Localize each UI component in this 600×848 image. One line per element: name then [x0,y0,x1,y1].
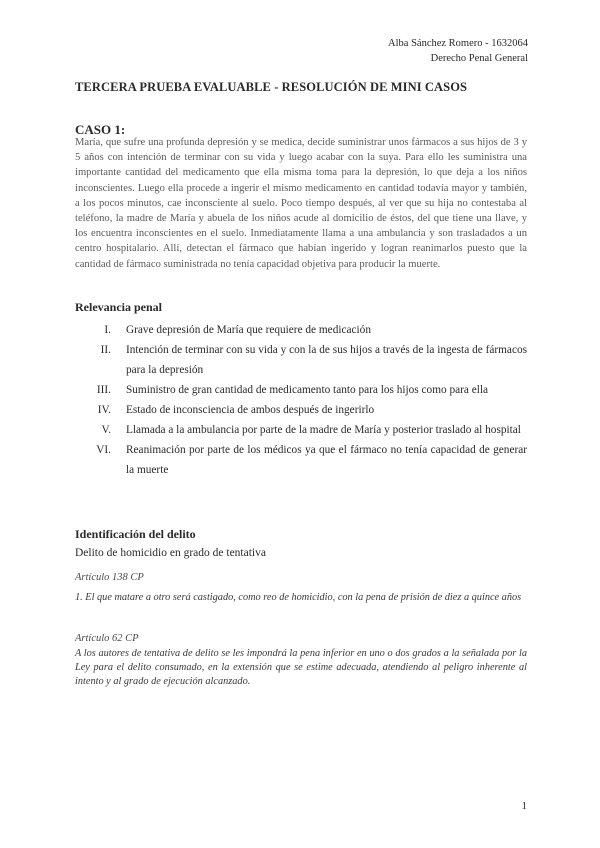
list-item-text: Estado de inconsciencia de ambos después de ingerirlo [126,404,375,416]
list-item-number: IV. [97,404,111,416]
article-62-title: Artículo 62 CP [75,633,139,644]
list-item-number: II. [100,344,111,356]
article-62-text: A los autores de tentativa de delito se les impondrá la pena inferior en uno o dos grados a la señalada por la Ley para el delito consumado, en la extensión que se estime adecuada, atendiendo al peligro inherente al intento y al grado de ejecución alcanzado. [75,648,527,687]
identification-heading: Identificación del delito [75,527,196,541]
document-title: TERCERA PRUEBA EVALUABLE - RESOLUCIÓN DE MINI CASOS [75,80,468,94]
list-item-number: I. [104,324,111,336]
relevance-heading: Relevancia penal [75,300,162,314]
list-item-number: III. [96,384,111,396]
page-number: 1 [521,800,527,812]
crime-name: Delito de homicidio en grado de tentativa [75,547,266,559]
list-item [75,320,527,340]
list-item-number: VI. [96,444,111,456]
course-line: Derecho Penal General [430,53,528,64]
page-header [388,36,528,66]
list-item [75,380,527,400]
list-item-number: V. [101,424,111,436]
list-item [75,400,527,420]
list-item [75,340,527,380]
list-item-text: Reanimación por parte de los médicos ya que el fármaco no tenía capacidad de generar la muerte [126,444,527,476]
list-item [75,420,527,440]
author-line: Alba Sánchez Romero - 1632064 [388,38,528,49]
relevance-list [75,320,527,480]
case-heading: CASO 1: [75,122,126,137]
article-138-title: Artículo 138 CP [75,572,144,583]
list-item-text: Suministro de gran cantidad de medicamento tanto para los hijos como para ella [126,384,489,396]
article-138-text: 1. El que matare a otro será castigado, como reo de homicidio, con la pena de prisión de diez a quince años [75,592,522,603]
list-item-text: Grave depresión de María que requiere de medicación [126,324,371,336]
case-description: María, que sufre una profunda depresión y se medica, decide suministrar unos fármacos a sus hijos de 3 y 5 años con intención de terminar con su vida y luego acabar con la suya. Para ello les suministra una importante cantidad del medicamento que ella misma toma para la depresión, lo que deja a los niños inconscientes. Luego ella procede a ingerir el mismo medicamento en cantidad todavía mayor y también, a los pocos minutos, cae inconsciente al suelo. Poco tiempo después, al ver que su hija no contestaba al teléfono, la madre de María y abuela de los niños acude al domicilio de éstos, del que tiene una llave, y los encuentra inconscientes en el suelo. Inmediatamente llama a una ambulancia y son trasladados a un centro hospitalario. Allí, detectan el fármaco que habían ingerido y logran reanimarlos puesto que la cantidad de fármaco suministrada no tenía capacidad objetiva para producir la muerte. [75,137,527,270]
list-item-text: Llamada a la ambulancia por parte de la madre de María y posterior traslado al hospital [126,424,521,436]
list-item-text: Intención de terminar con su vida y con la de sus hijos a través de la ingesta de fármacos para la depresión [126,344,527,376]
list-item [75,440,527,480]
